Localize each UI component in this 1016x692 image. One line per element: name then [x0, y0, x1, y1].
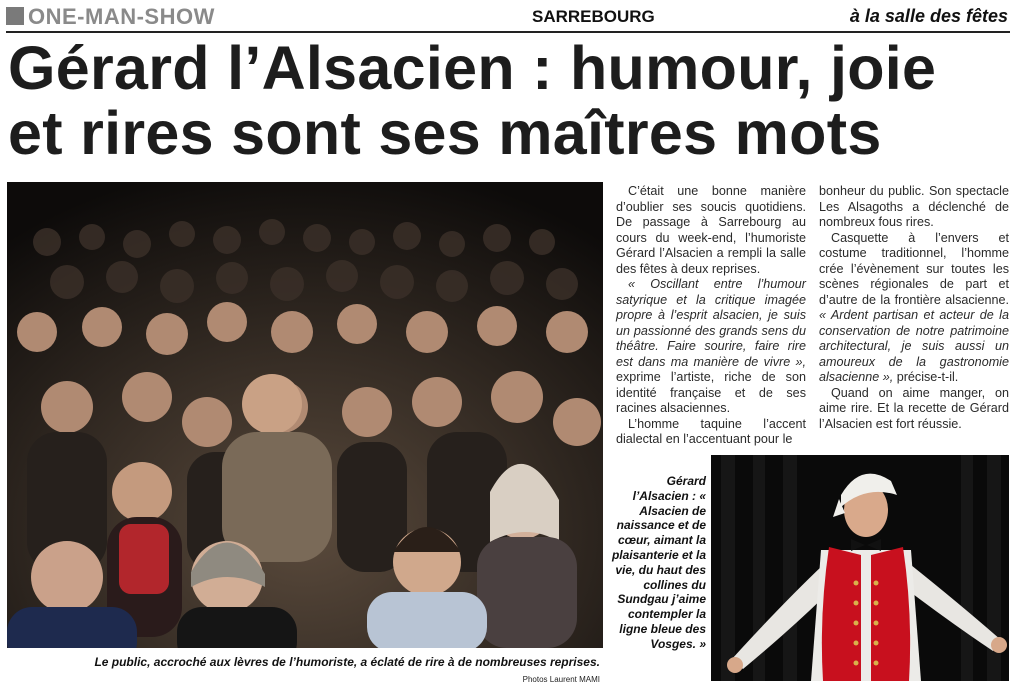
city-label: SARREBOURG	[532, 7, 655, 26]
headline: Gérard l’Alsacien : humour, joie et rires sont ses maîtres mots	[8, 34, 937, 167]
photo-credit: Photos Laurent MAMI	[522, 675, 600, 684]
article-text: exprime l’artiste, riche de son identité française et de ses racines alsaciennes.	[616, 370, 806, 415]
article-paragraph: Quand on aime manger, on aime rire. Et la recette de Gérard l’Alsacien est fort réussie.	[819, 385, 1009, 431]
performer-photo	[711, 455, 1009, 681]
article-column-1	[616, 184, 806, 448]
audience-photo	[7, 182, 603, 648]
article-column-2	[819, 184, 1009, 432]
performer-photo-illustration	[711, 455, 1009, 681]
article-quote: « Ardent partisan et acteur de la conservation de notre patrimoine architectural, je suis aussi un amoureux de la gastronomie alsacienne »,	[819, 308, 1009, 384]
article-paragraph: bonheur du public. Son spectacle Les Alsagoths a déclenché de nombreux fous rires.	[819, 184, 1009, 229]
venue-label: à la salle des fêtes	[849, 6, 1008, 26]
page-header	[6, 4, 1010, 32]
article-paragraph	[819, 231, 1009, 386]
article-paragraph: L’homme taquine l’accent dialectal en l’accentuant pour le	[616, 416, 806, 446]
article-text: Casquette à l’envers et costume traditionnel, l’homme crée l’évènement sur toutes les scènes régionales de part et d’autre de la frontière alsacienne.	[819, 230, 1009, 307]
article-quote: « Oscillant entre l’humour satyrique et la critique imagée propre à l’esprit alsacien, je suis un passionné des grands sens du théâtre. Faire sourire, faire rire est dans ma manière de vivre »,	[616, 277, 806, 369]
article-paragraph: C’était une bonne manière d’oublier ses soucis quotidiens. De passage à Sarrebourg au cours du week-end, l’humoriste Gérard l’Alsacien a rempli la salle des fêtes à deux reprises.	[616, 184, 806, 276]
article-text: précise-t-il.	[893, 370, 959, 384]
header-rule	[6, 31, 1010, 33]
article-paragraph	[616, 277, 806, 417]
photo-caption: Le public, accroché aux lèvres de l’humoriste, a éclaté de rire à de nombreuses reprises.	[94, 655, 600, 669]
pull-quote: Gérard l’Alsacien : « Alsacien de naissance et de cœur, aimant la plaisanterie et la vie, du haut des collines du Sundgau j’aime contempler la ligne bleue des Vosges. »	[611, 474, 706, 651]
rubric-label: ONE-MAN-SHOW	[28, 4, 215, 29]
audience-photo-illustration	[7, 182, 603, 648]
rubric-square-icon	[6, 7, 24, 25]
